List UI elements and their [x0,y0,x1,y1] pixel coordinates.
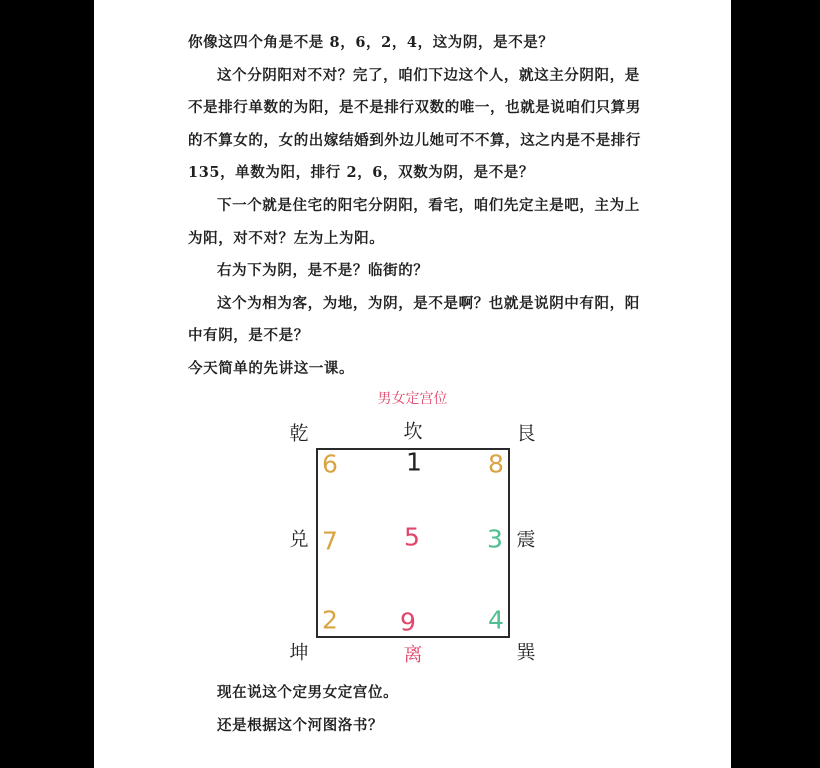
number-bottom-right: 4 [488,605,504,635]
text-line: 为阳，对不对？左为上为阳。 [188,229,385,247]
trigram-li: 离 [403,643,423,666]
diagram-title: 男女定宫位 [377,391,448,407]
trigram-kan: 坎 [403,420,423,443]
text-line: 不是排行单数的为阳，是不是排行双数的唯一，也就是说咱们只算男 [188,99,641,117]
trigram-xun: 巽 [516,641,536,664]
trigram-kun: 坤 [289,641,309,664]
document-page [94,0,731,768]
number-top: 1 [406,447,422,477]
number-right: 3 [487,524,503,554]
text-line: 中有阴，是不是？ [188,327,309,345]
text-line: 你像这四个角是不是 8，6，2，4，这为阴，是不是？ [188,34,554,51]
text-line: 这个分阴阳对不对？完了，咱们下边这个人，就这主分阴阳，是 [217,66,640,84]
text-line: 今天简单的先讲这一课。 [188,360,355,377]
trigram-zhen: 震 [516,528,536,551]
number-top-right: 8 [488,449,504,479]
number-left: 7 [322,526,338,556]
number-bottom: 9 [400,607,416,637]
number-bottom-left: 2 [322,605,338,635]
trigram-dui: 兑 [289,528,309,551]
text-line: 现在说这个定男女定宫位。 [217,684,399,701]
trigram-qian: 乾 [289,422,309,445]
number-top-left: 6 [322,449,338,479]
text-line: 这个为相为客，为地，为阴，是不是啊？也就是说阴中有阳，阳 [217,294,640,312]
text-line: 右为下为阴，是不是？临街的？ [217,262,429,280]
text-line: 的不算女的，女的出嫁结婚到外边儿她可不不算，这之内是不是排行 [188,131,641,149]
text-line: 135，单数为阳，排行 2，6，双数为阴，是不是？ [188,164,534,182]
trigram-gen: 艮 [516,422,536,445]
number-center: 5 [404,522,420,552]
text-line: 还是根据这个河图洛书？ [217,717,384,734]
text-line: 下一个就是住宅的阳宅分阴阳，看宅，咱们先定主是吧，主为上 [217,197,640,214]
